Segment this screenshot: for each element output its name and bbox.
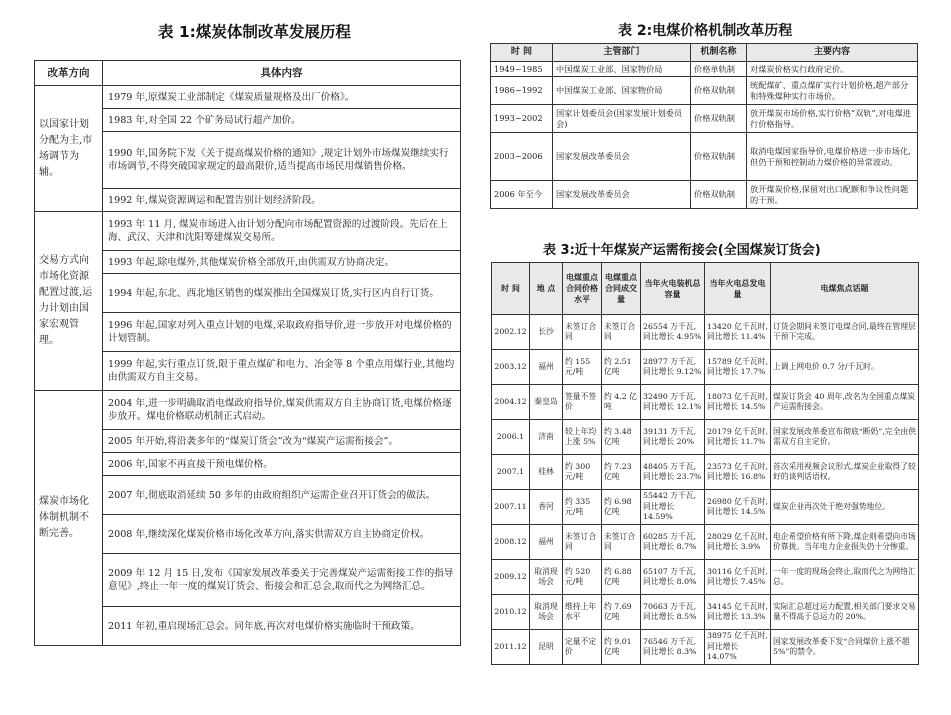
table3-cell: 30116 亿千瓦时,同比增长 7.45%	[705, 560, 771, 595]
table1-item: 2004 年,进一步明确取消电煤政府指导价,煤炭供需双方自主协商订货,电煤价格逐步放开。煤电价格联动机制正式启动。	[103, 391, 461, 430]
table-row	[492, 455, 919, 490]
table3-header-volume: 电煤重点合同成交量	[602, 263, 641, 315]
table3-cell: 28977 万千瓦,同比增长 9.12%	[641, 350, 705, 385]
table3-header-time: 时 间	[492, 263, 530, 315]
table3-cell: 65107 万千瓦,同比增长 8.0%	[641, 560, 705, 595]
table1-header-direction: 改革方向	[35, 61, 103, 86]
table3-cell: 未签订合同	[602, 315, 641, 350]
table2-cell: 国家发展改革委员会	[553, 133, 691, 181]
table2-cell: 2003~2006	[491, 133, 553, 181]
table3-cell: 70663 万千瓦,同比增长 8.5%	[641, 595, 705, 630]
table2	[490, 43, 918, 209]
table-row	[492, 350, 919, 385]
table3-cell: 55442 万千瓦,同比增长 14.59%	[641, 490, 705, 525]
table1-item: 2011 年初,重启现场汇总会。同年底,再次对电煤价格实施临时干预政策。	[103, 607, 461, 646]
table-row	[35, 86, 461, 109]
table3-cell: 2010.12	[492, 595, 530, 630]
table-row	[492, 385, 919, 420]
table-row	[492, 525, 919, 560]
table-row	[35, 391, 461, 430]
table1-header-content: 具体内容	[103, 61, 461, 86]
table3-body	[492, 315, 919, 665]
table1-item: 2007 年,彻底取消延续 50 多年的由政府组织产运需企业召开订货会的做法。	[103, 476, 461, 515]
table-row	[492, 315, 919, 350]
table3-cell: 一年一度的现场会终止,取而代之为网络汇总。	[771, 560, 919, 595]
table3-cell: 2011.12	[492, 630, 530, 665]
table2-cell: 1986~1992	[491, 77, 553, 105]
table2-cell: 放开煤炭价格,保留对出口配额和争议性问题的干预。	[747, 181, 918, 209]
table3-cell: 首次采用视频会议形式,煤炭企业取得了较好的谈判话语权。	[771, 455, 919, 490]
table3-cell: 取消现场会	[530, 595, 563, 630]
table3-cell: 昆明	[530, 630, 563, 665]
table3-cell: 76546 万千瓦,同比增长 8.3%	[641, 630, 705, 665]
table3-cell: 2003.12	[492, 350, 530, 385]
table1-item: 1993 年 11 月, 煤炭市场进入由计划分配向市场配置资源的过渡阶段。先后在上海、武汉、天津和沈阳筹建煤炭交易所。	[103, 212, 461, 251]
table-row	[491, 77, 918, 105]
table1-item: 1992 年,煤炭资源调运和配置告别计划经济阶段。	[103, 189, 461, 212]
table2-cell: 中国煤炭工业部、国家物价局	[553, 62, 691, 77]
table1-item: 2006 年,国家不再直接干预电煤价格。	[103, 453, 461, 476]
table3-cell: 28029 亿千瓦时,同比增长 3.9%	[705, 525, 771, 560]
table3-cell: 未签订合同	[602, 525, 641, 560]
table2-header-time: 时 间	[491, 44, 553, 62]
table3-cell: 约 4.2 亿吨	[602, 385, 641, 420]
table1-item: 1994 年起,东北、西北地区销售的煤炭推出全国煤炭订货,实行区内自行订货。	[103, 274, 461, 313]
table-row	[492, 595, 919, 630]
table3-cell: 国家发展改革委宣布彻底“断奶”,完全由供需双方自主定价。	[771, 420, 919, 455]
table2-cell: 2006 年至今	[491, 181, 553, 209]
table3-cell: 26980 亿千瓦时,同比增长 14.5%	[705, 490, 771, 525]
table3-cell: 13420 亿千瓦时,同比增长 11.4%	[705, 315, 771, 350]
table3-cell: 约 9.01 亿吨	[602, 630, 641, 665]
table3-cell: 2007.11	[492, 490, 530, 525]
table3-cell: 桂林	[530, 455, 563, 490]
table3-cell: 秦皇岛	[530, 385, 563, 420]
table3-cell: 39131 万千瓦,同比增长 20%	[641, 420, 705, 455]
table3-cell: 订货会期间未签订电煤合同,最终在管理层干预下完成。	[771, 315, 919, 350]
table2-header-content: 主要内容	[747, 44, 918, 62]
table3-cell: 福州	[530, 525, 563, 560]
table3-cell: 未签订合同	[563, 525, 602, 560]
table3-cell: 2009.12	[492, 560, 530, 595]
table3-cell: 约 155 元/吨	[563, 350, 602, 385]
table2-cell: 国家发展改革委员会	[553, 181, 691, 209]
table1-title: 表 1:煤炭体制改革发展历程	[158, 23, 351, 41]
table3-cell: 2007.1	[492, 455, 530, 490]
table3-cell: 定量不定价	[563, 630, 602, 665]
table1-item: 1993 年起,除电煤外,其他煤炭价格全部放开,由供需双方协商决定。	[103, 251, 461, 274]
table3-cell: 约 7.23 亿吨	[602, 455, 641, 490]
table3-cell: 维持上年水平	[563, 595, 602, 630]
table3-cell: 长沙	[530, 315, 563, 350]
table1-item: 1999 年起,实行重点订货,限于重点煤矿和电力、冶金等 8 个重点用煤行业,其他均由供需双方自主交易。	[103, 352, 461, 391]
table-row	[491, 181, 918, 209]
table-row	[492, 490, 919, 525]
table3-cell: 2006.1	[492, 420, 530, 455]
table1-item: 1990 年,国务院下发《关于提高煤炭价格的通知》,规定计划外市场煤炭继续实行市场调节,不得突破国家规定的最高限价,适当提高市场民用煤销售价格。	[103, 132, 461, 189]
table3-header-row	[492, 263, 919, 315]
table2-cell: 中国煤炭工业部、国家物价局	[553, 77, 691, 105]
table1-item: 2005 年开始,将沿袭多年的“煤炭订货会”改为“煤炭产运需衔接会”。	[103, 430, 461, 453]
table3-cell: 煤炭企业再次处于绝对强势地位。	[771, 490, 919, 525]
table2-cell: 国家计划委员会(国家发展计划委员会)	[553, 105, 691, 133]
table-row	[492, 420, 919, 455]
table3-header-price: 电煤重点合同价格水平	[563, 263, 602, 315]
table2-header-mechanism: 机制名称	[691, 44, 747, 62]
table-row	[491, 133, 918, 181]
table1-header-row	[35, 61, 461, 86]
table3-cell: 23573 亿千瓦时,同比增长 16.8%	[705, 455, 771, 490]
table3-cell: 电企希望价格有所下降,煤企则希望向市场价靠拢。当年电力企业损失仍十分惨重。	[771, 525, 919, 560]
table3-cell: 60285 万千瓦,同比增长 8.7%	[641, 525, 705, 560]
table1-item: 2009 年 12 月 15 日,发布《国家发展改革委关于完善煤炭产运需衔接工作的指导意见》,终止一年一度的煤炭订货会、衔接会和汇总会,取而代之为网络汇总。	[103, 554, 461, 607]
table1-item: 1996 年起,国家对列入重点计划的电煤,采取政府指导价,进一步放开对电煤价格的计划管制。	[103, 313, 461, 352]
table2-cell: 1993~2002	[491, 105, 553, 133]
table2-cell: 1949~1985	[491, 62, 553, 77]
table3-cell: 约 7.69 亿吨	[602, 595, 641, 630]
table2-cell: 对煤炭价格实行政府定价。	[747, 62, 918, 77]
table-row	[35, 212, 461, 251]
table2-cell: 价格单轨制	[691, 62, 747, 77]
table3-cell: 38975 亿千瓦时,同比增长 14.07%	[705, 630, 771, 665]
table2-title: 表 2:电煤价格机制改革历程	[618, 23, 793, 39]
table3-cell: 约 520 元/吨	[563, 560, 602, 595]
table-row	[491, 105, 918, 133]
table3-cell: 取消现场会	[530, 560, 563, 595]
table1-direction-3: 煤炭市场化体制机制不断完善。	[35, 391, 103, 646]
table-row	[492, 560, 919, 595]
table3-title: 表 3:近十年煤炭产运需衔接会(全国煤炭订货会)	[543, 243, 821, 258]
table3-cell: 较上年均上涨 5%	[563, 420, 602, 455]
table3-header-topic: 电煤焦点话题	[771, 263, 919, 315]
table3-cell: 48405 万千瓦,同比增长 23.7%	[641, 455, 705, 490]
table3-cell: 约 6.88 亿吨	[602, 560, 641, 595]
table1-item: 1979 年,原煤炭工业部制定《煤炭质量规格及出厂价格》。	[103, 86, 461, 109]
table3-cell: 约 3.48 亿吨	[602, 420, 641, 455]
table-row	[492, 630, 919, 665]
table3-cell: 2008.12	[492, 525, 530, 560]
table3-header-capacity: 当年火电装机总容量	[641, 263, 705, 315]
table3-cell: 20179 亿千瓦时,同比增长 11.7%	[705, 420, 771, 455]
table2-cell: 价格双轨制	[691, 133, 747, 181]
table3-header-place: 地 点	[530, 263, 563, 315]
table3-cell: 福州	[530, 350, 563, 385]
table3-cell: 签量不签价	[563, 385, 602, 420]
table3-cell: 2002.12	[492, 315, 530, 350]
table1-direction-2: 交易方式向市场化资源配置过渡,运力计划由国家宏观管理。	[35, 212, 103, 391]
table2-cell: 放开煤炭市场价格,实行价格“双轨”,对电煤进行价格指导。	[747, 105, 918, 133]
table3-cell: 实际汇总超过运力配置,相关部门要求交易量不得高于总运力的 20%。	[771, 595, 919, 630]
table2-cell: 价格双轨制	[691, 181, 747, 209]
table3	[491, 262, 919, 665]
table1-item: 1983 年,对全国 22 个矿务局试行超产加价。	[103, 109, 461, 132]
table3-cell: 32490 万千瓦,同比增长 12.1%	[641, 385, 705, 420]
table3-cell: 约 6.98 亿吨	[602, 490, 641, 525]
table3-cell: 煤炭订货会 40 周年,改名为全国重点煤炭产运需衔接会。	[771, 385, 919, 420]
table3-cell: 约 2.51 亿吨	[602, 350, 641, 385]
table3-cell: 香河	[530, 490, 563, 525]
table-row	[491, 62, 918, 77]
table1	[34, 60, 461, 646]
table3-cell: 15789 亿千瓦时,同比增长 17.7%	[705, 350, 771, 385]
table3-cell: 34145 亿千瓦时,同比增长 13.3%	[705, 595, 771, 630]
table3-cell: 18073 亿千瓦时,同比增长 14.5%	[705, 385, 771, 420]
table1-item: 2008 年,继续深化煤炭价格市场化改革方向,落实供需双方自主协商定价权。	[103, 515, 461, 554]
table2-cell: 价格双轨制	[691, 77, 747, 105]
table3-cell: 济南	[530, 420, 563, 455]
table3-cell: 上调上网电价 0.7 分/千瓦时。	[771, 350, 919, 385]
table1-direction-1: 以国家计划分配为主,市场调节为辅。	[35, 86, 103, 212]
table3-cell: 2004.12	[492, 385, 530, 420]
table2-header-department: 主管部门	[553, 44, 691, 62]
table2-header-row	[491, 44, 918, 62]
table3-header-generation: 当年火电总发电量	[705, 263, 771, 315]
table3-cell: 约 300 元/吨	[563, 455, 602, 490]
table2-cell: 统配煤矿、重点煤矿实行计划价格,超产部分和特殊煤种实行市场价。	[747, 77, 918, 105]
table3-cell: 未签订合同	[563, 315, 602, 350]
table3-cell: 约 335 元/吨	[563, 490, 602, 525]
table3-cell: 国家发展改革委下发“合同煤价上涨不超 5%”的禁令。	[771, 630, 919, 665]
table3-cell: 26554 万千瓦,同比增长 4.95%	[641, 315, 705, 350]
table2-cell: 取消电煤国家指导价,电煤价格进一步市场化,但仍干预和控制动力煤价格的异常波动。	[747, 133, 918, 181]
table2-cell: 价格双轨制	[691, 105, 747, 133]
